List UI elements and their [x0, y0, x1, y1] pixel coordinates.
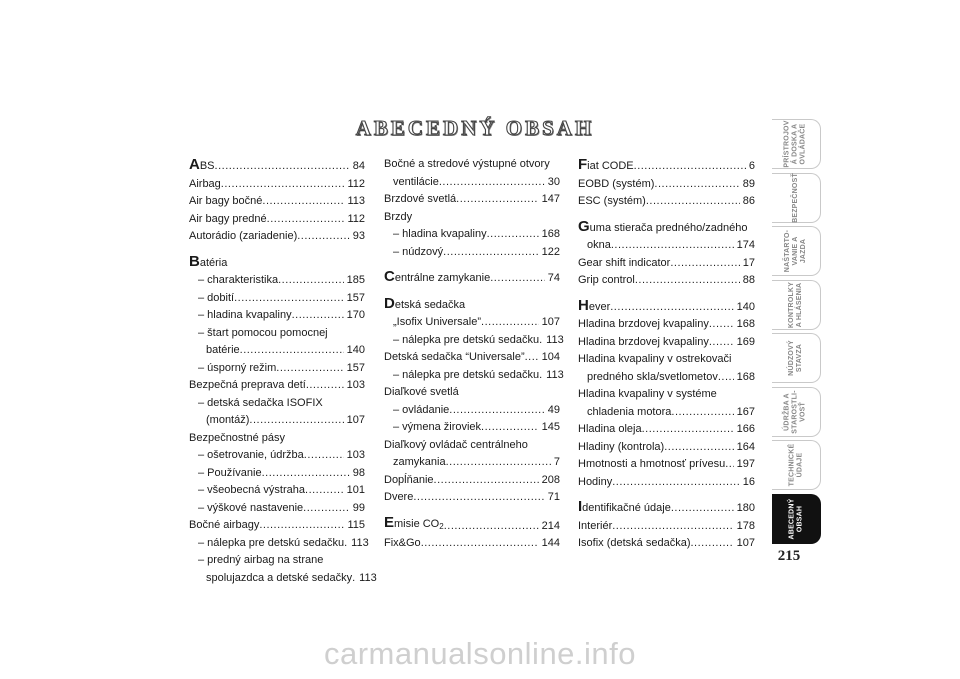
index-heading: Batéria	[189, 252, 228, 270]
index-entry[interactable]: okna ..... 174	[578, 237, 755, 255]
index-column-1	[189, 156, 377, 587]
index-entry-line: Brzdy	[384, 210, 413, 223]
index-entry-line: Diaľkové svetlá	[384, 386, 459, 398]
index-column-2	[384, 156, 564, 553]
index-entry[interactable]: Bezpečná preprava detí ..... 103	[189, 377, 365, 395]
index-entry[interactable]: batérie ..... 140	[189, 342, 365, 360]
index-entry[interactable]: Fix&Go ..... 144	[384, 535, 560, 553]
index-entry[interactable]: Air bagy bočné ..... 113	[189, 193, 365, 211]
index-entry[interactable]: Dopĺňanie ..... 208	[384, 472, 560, 490]
index-entry[interactable]: Hladina brzdovej kvapaliny ..... 169	[578, 334, 755, 352]
index-entry[interactable]: – charakteristika ..... 185	[189, 272, 365, 290]
tab-abecedny-obsah[interactable]: ABECEDNÝ OBSAH	[772, 494, 821, 544]
index-column-3	[578, 156, 755, 553]
tab-kontrolky[interactable]: KONTROLKY A HLÁSENIA	[772, 280, 821, 330]
tab-technicke-udaje[interactable]: TECHNICKÉ ÚDAJE	[772, 440, 821, 490]
index-entry-line: Hladina kvapaliny v ostrekovači	[578, 353, 732, 365]
index-heading: Detská sedačka	[384, 294, 466, 312]
index-entry[interactable]: ventilácie ..... 30	[384, 174, 560, 192]
index-entry[interactable]: – hladina kvapaliny ..... 170	[189, 307, 365, 325]
tab-udrzba[interactable]: ÚDRŽBA A STAROSTLI- VOSŤ	[772, 387, 821, 437]
index-entry[interactable]: Airbag ..... 112	[189, 176, 365, 194]
index-entry[interactable]: Dvere ..... 71	[384, 489, 560, 507]
section-letter: H	[578, 296, 589, 314]
index-entry[interactable]: – nálepka pre detskú sedačku ..... 113	[384, 367, 560, 385]
index-entry-line: – predný airbag na strane	[198, 554, 324, 566]
section-letter: C	[384, 268, 395, 285]
tab-pristrojova-doska[interactable]: PRÍSTROJOV Á DOSKA A OVLÁDAČE	[772, 119, 821, 169]
index-entry-line: – detská sedačka ISOFIX	[198, 396, 323, 409]
index-entry[interactable]: Isofix (detská sedačka) ..... 107	[578, 535, 755, 553]
index-entry[interactable]: „Isofix Universale” ..... 107	[384, 314, 560, 332]
index-entry[interactable]: predného skla/svetlometov ..... 168	[578, 369, 755, 387]
page-number: 215	[777, 548, 801, 564]
index-entry[interactable]: – všeobecná výstraha ..... 101	[189, 482, 365, 500]
index-entry[interactable]: Bočné airbagy ..... 115	[189, 517, 365, 535]
section-letter: D	[384, 294, 395, 312]
index-entry[interactable]: Hladina oleja ..... 166	[578, 421, 755, 439]
index-entry[interactable]: chladenia motora ..... 167	[578, 404, 755, 422]
index-entry[interactable]: – hladina kvapaliny ..... 168	[384, 226, 560, 244]
index-entry[interactable]: – ošetrovanie, údržba ..... 103	[189, 447, 365, 465]
section-letter: G	[578, 217, 590, 235]
index-entry[interactable]: ESC (systém) ..... 86	[578, 193, 755, 211]
index-entry-line: Bezpečnostné pásy	[189, 431, 286, 444]
index-entry[interactable]: – ovládanie ..... 49	[384, 402, 560, 420]
index-entry[interactable]: – nálepka pre detskú sedačku ..... 113	[189, 535, 365, 553]
index-entry[interactable]: Grip control ..... 88	[578, 272, 755, 290]
index-entry[interactable]: – výmena žiroviek ..... 145	[384, 419, 560, 437]
index-entry-line: Diaľkový ovládač centrálneho	[384, 438, 528, 451]
index-entry-line: Guma stierača predného/zadného	[578, 217, 748, 235]
index-entry[interactable]: – úsporný režim ..... 157	[189, 360, 365, 378]
index-entry[interactable]: Interiér ..... 178	[578, 518, 755, 536]
index-entry[interactable]: – dobití ..... 157	[189, 290, 365, 308]
index-entry[interactable]: Hladiny (kontrola) ..... 164	[578, 439, 755, 457]
tab-nudzovy-stav[interactable]: NÚDZOVÝ STAVZA	[772, 333, 821, 383]
section-letter: I	[578, 498, 583, 515]
index-entry[interactable]: Autorádio (zariadenie) ..... 93	[189, 228, 365, 246]
index-entry[interactable]: Identifikačné údaje ..... 180	[578, 498, 755, 518]
index-entry-line: Bočné a stredové výstupné otvory	[384, 158, 550, 170]
index-entry[interactable]: Hever ..... 140	[578, 297, 755, 317]
index-entry[interactable]: Centrálne zamykanie ..... 74	[384, 268, 560, 288]
section-letter: E	[384, 513, 395, 531]
index-entry[interactable]: Hmotnosti a hmotnosť prívesu ..... 197	[578, 456, 755, 474]
page-ref: 84	[352, 160, 365, 172]
index-entry-line: – štart pomocou pomocnej	[198, 326, 328, 339]
page-title: ABECEDNÝ OBSAH	[355, 116, 595, 140]
chapter-tabs	[772, 119, 821, 547]
index-entry[interactable]: (montáž) ..... 107	[189, 412, 365, 430]
section-letter: F	[578, 156, 588, 173]
index-entry-line: Hladina kvapaliny v systéme	[578, 388, 717, 400]
index-entry[interactable]: Hladina brzdovej kvapaliny ..... 168	[578, 316, 755, 334]
index-entry[interactable]: Air bagy predné ..... 112	[189, 211, 365, 229]
tab-nastartovanie[interactable]: NAŠTARTO- VANIE A JAZDA	[772, 226, 821, 276]
index-entry[interactable]: – nálepka pre detskú sedačku ..... 113	[384, 332, 560, 350]
index-entry[interactable]: zamykania ..... 7	[384, 454, 560, 472]
index-entry[interactable]: Emisie $CO_2$ ..... 214	[384, 514, 560, 536]
section-letter: A	[189, 156, 200, 173]
index-entry[interactable]: Brzdové svetlá ..... 147	[384, 191, 560, 209]
index-entry[interactable]: Gear shift indicator ..... 17	[578, 255, 755, 273]
index-entry[interactable]: – Používanie ..... 98	[189, 465, 365, 483]
index-entry[interactable]: Hodiny ..... 16	[578, 474, 755, 492]
tab-bezpecnost[interactable]: BEZPEČNOSŤ	[772, 173, 821, 223]
index-entry[interactable]: – núdzový ..... 122	[384, 244, 560, 262]
index-entry[interactable]: ABS ..... 84	[189, 156, 365, 176]
index-entry[interactable]: EOBD (systém) ..... 89	[578, 176, 755, 194]
section-letter: B	[189, 252, 200, 270]
index-entry[interactable]: – výškové nastavenie ..... 99	[189, 500, 365, 518]
index-entry[interactable]: Fiat CODE ..... 6	[578, 156, 755, 176]
index-entry[interactable]: Detská sedačka “Universale” ..... 104	[384, 349, 560, 367]
index-entry[interactable]: spolujazdca a detské sedačky ..... 113	[189, 570, 365, 588]
watermark: carmanualsonline.info	[323, 636, 637, 671]
